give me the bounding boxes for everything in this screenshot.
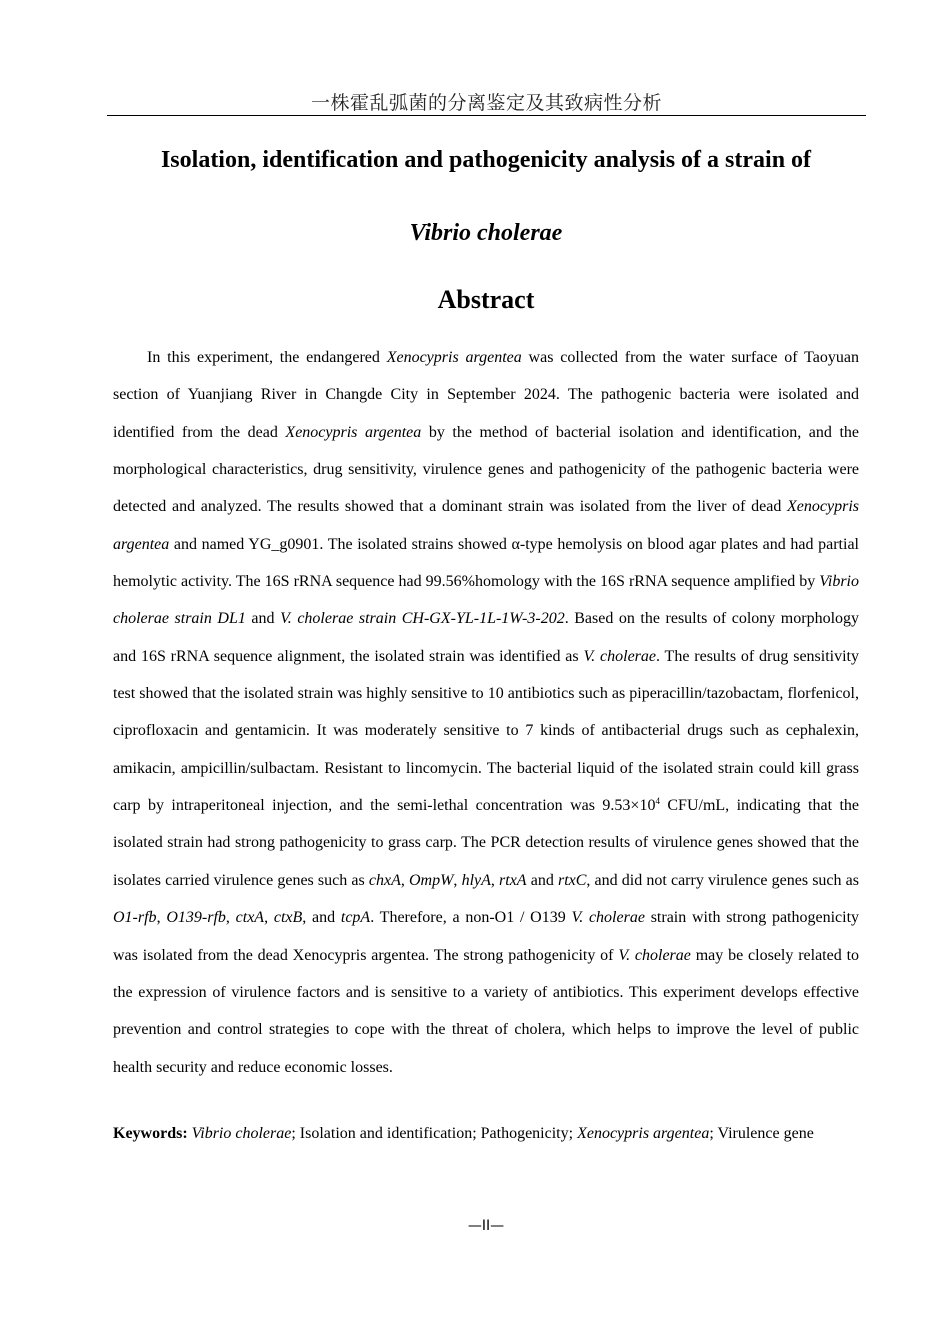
paper-title-line-2: Vibrio cholerae — [409, 220, 563, 246]
abstract-text: strain with strong pathogenicity was isolated from the dead Xenocypris argentea. The strong pathogenicity of — [113, 909, 860, 964]
abstract-text: , — [490, 871, 500, 889]
abstract-text: , and did not carry virulence genes such as — [586, 871, 860, 889]
keyword-species: Xenocypris argentea — [577, 1125, 710, 1142]
gene-name: O1-rfb — [113, 909, 157, 927]
species-name: Xenocypris argentea — [113, 498, 859, 553]
abstract-text: , — [264, 909, 274, 927]
species-name: Xenocypris argentea — [386, 349, 522, 366]
gene-name: tcpA — [340, 909, 371, 927]
gene-name: hlyA — [461, 871, 491, 889]
exponent: 4 — [655, 796, 660, 807]
abstract-text: and — [526, 871, 558, 889]
abstract-text: and named YG_g0901. The isolated strains showed α-type hemolysis on blood agar plates and had partial hemolytic activity. The 16S rRNA sequence had 99.56%homology with the 16S rRNA sequence amplified by — [113, 535, 859, 591]
abstract-text: , — [225, 909, 236, 927]
gene-name: ctxB — [273, 909, 303, 927]
abstract-text: . The results of drug sensitivity test showed that the isolated strain was highly sensitive to 10 antibiotics such as piperacillin/tazobactam, florfenicol, ciprofloxacin and gentamicin. It was moderately sensitive to 7 kinds of antibacterial drugs such as cephalexin, amikacin, ampicillin/sulbactam. Resistant to lincomycin. The bacterial liquid of the isolated strain could kill grass carp by intraperitoneal injection, and the semi-lethal concentration was 9.53×10 — [113, 647, 859, 815]
gene-name: chxA — [368, 871, 401, 889]
running-header: 一株霍乱弧菌的分离鉴定及其致病性分析 — [310, 92, 662, 114]
strain-name: V. cholerae strain CH-GX-YL-1L-1W-3-202 — [280, 610, 565, 628]
abstract-text: , — [453, 871, 462, 889]
gene-name: ctxA — [235, 909, 265, 927]
gene-name: O139-rfb — [166, 909, 226, 927]
species-name: V. cholerae — [583, 647, 656, 665]
strain-name: Vibrio cholerae strain DL1 — [113, 573, 859, 628]
gene-name: OmpW — [408, 871, 454, 889]
abstract-text: . Based on the results of colony morphology and 16S rRNA sequence alignment, the isolated strain was identified as — [113, 610, 860, 665]
abstract-body — [113, 339, 859, 1086]
abstract-text: was collected from the water surface of Taoyuan section of Yuanjiang River in Changde City in September 2024. The pathogenic bacteria were isolated and identified from the dead — [113, 349, 860, 441]
abstract-text: In this experiment, the endangered — [147, 349, 387, 366]
abstract-text: , — [400, 871, 409, 889]
abstract-text: may be closely related to the expression of virulence factors and is sensitive to a variety of antibiotics. This experiment develops effective prevention and control strategies to cope with the threat of cholera, which helps to improve the level of public health security and reduce economic losses. — [113, 946, 860, 1076]
keywords-line — [113, 1122, 873, 1146]
gene-name: rtxA — [499, 871, 527, 889]
keyword-species: Vibrio cholerae — [191, 1125, 292, 1142]
gene-name: rtxC — [557, 871, 587, 889]
abstract-text: CFU/mL, indicating that the isolated strain had strong pathogenicity to grass carp. The PCR detection results of virulence genes showed that the isolates carried virulence genes such as — [113, 797, 860, 889]
abstract-text: by the method of bacterial isolation and identification, and the morphological characteristics, drug sensitivity, virulence genes and pathogenicity of the pathogenic bacteria were detected and analyzed. The results showed that a dominant strain was isolated from the liver of dead — [113, 423, 859, 516]
page-number: —II— — [467, 1218, 505, 1234]
species-name: V. cholerae — [571, 909, 645, 927]
keywords-text: ; Virulence gene — [709, 1125, 814, 1142]
abstract-text: , — [156, 909, 167, 927]
abstract-text: , and — [302, 909, 341, 927]
header-rule — [107, 115, 866, 116]
abstract-text: . Therefore, a non-O1 / O139 — [370, 909, 572, 927]
species-name: Xenocypris argentea — [285, 423, 422, 441]
abstract-heading: Abstract — [437, 285, 535, 314]
keywords-text: ; Isolation and identification; Pathogenicity; — [291, 1125, 578, 1142]
species-name: V. cholerae — [618, 946, 691, 964]
abstract-text: and — [245, 610, 281, 628]
paper-title-line-1: Isolation, identification and pathogenicity analysis of a strain of — [160, 147, 812, 173]
keywords-label: Keywords: — [113, 1125, 188, 1142]
